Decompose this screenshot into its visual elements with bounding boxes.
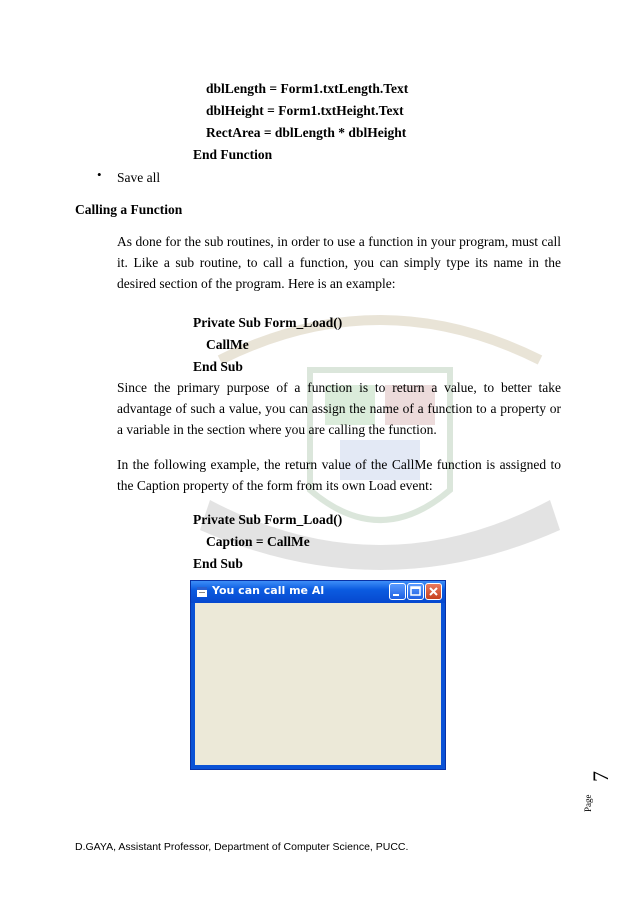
minimize-icon bbox=[390, 584, 405, 599]
code-line: CallMe bbox=[206, 337, 249, 352]
form-window-screenshot bbox=[190, 580, 446, 770]
paragraph bbox=[75, 454, 561, 496]
code-line: Caption = CallMe bbox=[206, 534, 310, 549]
window-title: You can call me Al bbox=[212, 584, 325, 597]
paragraph-text: As done for the sub routines, in order to use a function in your program, must call it. Like a sub routine, to call a function, you can simply type its name in the desired section of the program. Here is an example: bbox=[117, 234, 561, 291]
paragraph bbox=[75, 231, 561, 294]
window-titlebar[interactable] bbox=[191, 581, 445, 603]
form-icon bbox=[196, 586, 208, 598]
maximize-icon bbox=[408, 584, 423, 599]
code-line: End Function bbox=[193, 147, 273, 162]
bullet-text: Save all bbox=[117, 170, 161, 185]
code-line: RectArea = dblLength * dblHeight bbox=[206, 125, 407, 140]
paragraph-text: Since the primary purpose of a function is to return a value, to better take advantage of such a value, you can assign the name of a function to a property or a variable in the section where you are calling the function. bbox=[117, 380, 561, 437]
page-footer: D.GAYA, Assistant Professor, Department of Computer Science, PUCC. bbox=[75, 841, 409, 853]
maximize-button[interactable] bbox=[407, 583, 424, 600]
close-button[interactable] bbox=[425, 583, 442, 600]
minimize-button[interactable] bbox=[389, 583, 406, 600]
close-icon bbox=[426, 584, 441, 599]
code-line: Private Sub Form_Load() bbox=[193, 512, 343, 527]
code-line: dblLength = Form1.txtLength.Text bbox=[206, 81, 409, 96]
form-client-area bbox=[195, 603, 441, 765]
code-line: End Sub bbox=[193, 359, 243, 374]
page-label: Page bbox=[583, 794, 593, 812]
code-line: End Sub bbox=[193, 556, 243, 571]
code-line: Private Sub Form_Load() bbox=[193, 315, 343, 330]
paragraph-text: In the following example, the return value of the CallMe function is assigned to the Caption property of the form from its own Load event: bbox=[117, 457, 561, 493]
page-number: 7 bbox=[588, 771, 613, 782]
code-line: dblHeight = Form1.txtHeight.Text bbox=[206, 103, 404, 118]
bullet-symbol: • bbox=[97, 167, 102, 182]
section-heading: Calling a Function bbox=[75, 202, 183, 217]
paragraph bbox=[75, 377, 561, 440]
